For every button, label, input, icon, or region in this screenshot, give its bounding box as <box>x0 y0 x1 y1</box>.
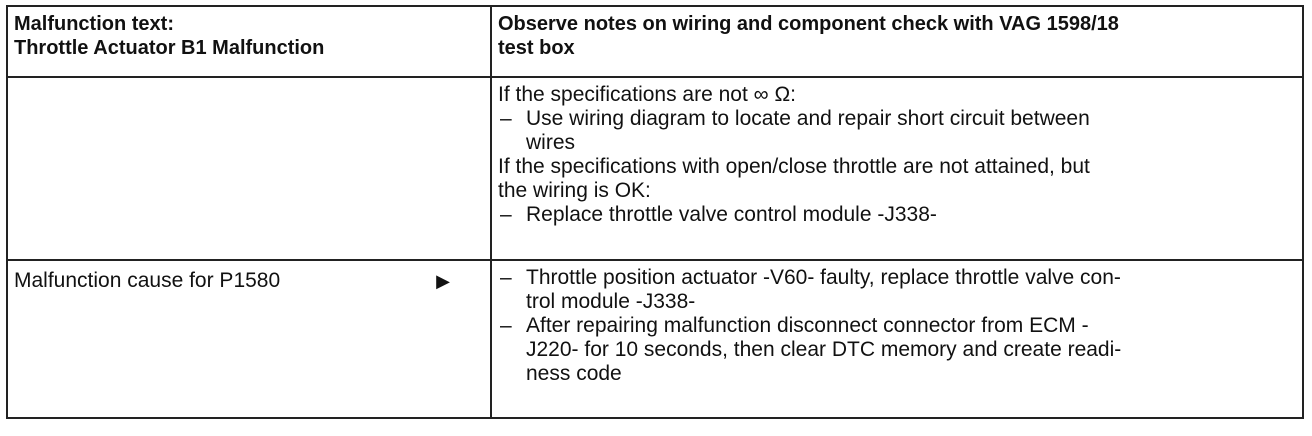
header-left-line1: Malfunction text: <box>14 13 174 35</box>
list-item-text: wires <box>526 131 576 154</box>
list-item-text: Throttle position actuator -V60- faulty, replace throttle valve con- <box>526 266 1121 289</box>
header-right-line2: test box <box>498 37 575 59</box>
list-item-text: After repairing malfunction disconnect connector from ECM - <box>526 314 1089 337</box>
empty-cell <box>7 77 491 260</box>
list-item <box>498 314 1296 386</box>
header-left-line2: Throttle Actuator B1 Malfunction <box>14 37 325 59</box>
malfunction-cause-cell <box>7 260 491 418</box>
spec-line1: If the specifications are not ∞ Ω: <box>498 83 796 106</box>
header-notes <box>491 6 1303 77</box>
dash-bullet: – <box>500 107 512 130</box>
table-header-row <box>7 6 1303 77</box>
table-row <box>7 77 1303 260</box>
arrow-right-icon: ▶ <box>436 271 450 291</box>
dash-bullet: – <box>500 266 512 289</box>
cause-label: Malfunction cause for P1580 <box>14 269 281 292</box>
malfunction-table <box>6 5 1304 419</box>
spec-line3: the wiring is OK: <box>498 179 651 202</box>
list-item-text: J220- for 10 seconds, then clear DTC memory and create readi- <box>526 338 1122 361</box>
spec-line2: If the specifications with open/close throttle are not attained, but <box>498 155 1090 178</box>
list-item-text: ness code <box>526 362 622 385</box>
list-item-text: trol module -J338- <box>526 290 696 313</box>
dash-bullet: – <box>500 203 512 226</box>
dash-bullet: – <box>500 314 512 337</box>
header-right-line1: Observe notes on wiring and component check with VAG 1598/18 <box>498 13 1119 35</box>
list-item <box>498 266 1296 314</box>
list-item <box>498 107 1296 155</box>
list-item-text: Replace throttle valve control module -J338- <box>526 203 937 226</box>
list-item-text: Use wiring diagram to locate and repair short circuit between <box>526 107 1090 130</box>
table-row <box>7 260 1303 418</box>
header-malfunction-text <box>7 6 491 77</box>
list-item <box>498 203 1296 227</box>
spec-notes-cell <box>491 77 1303 260</box>
cause-notes-cell <box>491 260 1303 418</box>
